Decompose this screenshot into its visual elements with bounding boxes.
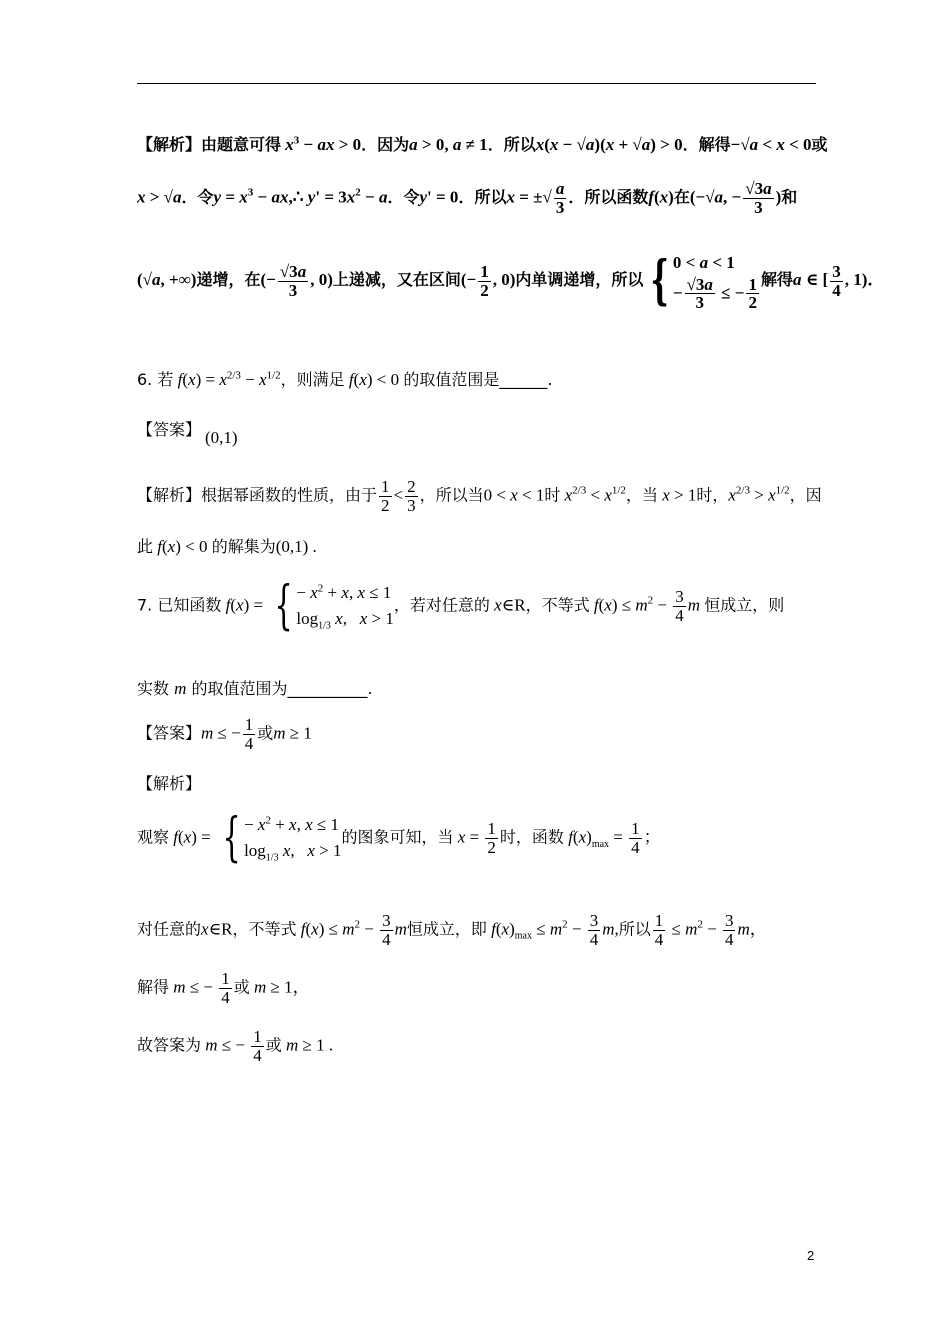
q7-answer: 【答案】m ≤ − $\frac{1}{4}$ 或m ≥ 1	[137, 715, 312, 753]
q6-analysis-line2: 此 f(x) < 0 的解集为(0,1) .	[137, 537, 317, 556]
analysis5-line2: x > √a．令$y = x^3$ − ax,∴ $y' = 3x^2 - a$．令y' = 0．所以x = ±√ $\frac{a}{3}$ ．所以函数f(x)在(−√a, − $\frac{√3a}{3}$ )和	[137, 179, 798, 217]
q7-paragraph3: 解得 m ≤ − $\frac{1}{4}$ 或 m ≥ 1，	[137, 969, 310, 1007]
q7-paragraph2: 对任意的x∈R，不等式 $f(x) \le m^2$ − $\frac{3}{4}$ m恒成立，即 $f(x)_{max} \le m^2$ − $\frac{3}{4}$ m,所以 $\frac{1}{4}$ ≤ $m^2$ − $\frac{3}{4}$ m，	[137, 911, 767, 949]
q7-observe: 观察 f(x) = { − $x^2 + x$, x ≤ 1 $\log_{1/3} x$, x > 1 的图象可知，当 x = $\frac{1}{2}$ 时，函数 $f(x)_{max}$ = $\frac{1}{4}$ ；	[137, 808, 661, 869]
page-number: 2	[807, 1248, 815, 1263]
header-rule	[137, 83, 816, 84]
q7-line2: 实数 m 的取值范围为__________.	[137, 679, 373, 698]
q7-case2: $\log_{1/3} x$, x > 1	[296, 608, 394, 631]
q7-analysis-label: 【解析】	[137, 774, 202, 793]
q7-question: 7. 已知函数 f(x) = { − $x^2 + x$, x ≤ 1 $\log_{1/3} x$, x > 1 ，若对任意的 x∈R，不等式 $f(x) \le m^2$ − $\frac{3}{4}$ m 恒成立，则	[137, 576, 785, 637]
analysis5-case1: 0 < a < 1	[672, 253, 735, 272]
q6-answer: (0,1)	[205, 428, 238, 447]
analysis5-case2: − $\frac{√3a}{3}$ ≤ − $\frac{1}{2}$	[672, 274, 757, 313]
q6-answer-label: 【答案】	[137, 420, 202, 439]
q6-question: 6. 若 $f(x) = x^{2/3} - x^{1/2}$，则满足 f(x) < 0 的取值范围是______.	[137, 369, 553, 389]
q7-paragraph4: 故答案为 m ≤ − $\frac{1}{4}$ 或 m ≥ 1 .	[137, 1027, 334, 1065]
q6-analysis-line1: 【解析】根据幂函数的性质，由于 $\frac{1}{2}$ < $\frac{2}{3}$ ，所以当0 < x < 1时 $x^{2/3} < x^{1/2}$，当 x > 1时，$x^{2/3} > x^{1/2}$，因	[137, 477, 822, 515]
q7-case1: − $x^2 + x$, x ≤ 1	[296, 582, 392, 602]
analysis5-line3: (√a, +∞)递增，在(− $\frac{√3a}{3}$ , 0)上递减，又在区间(− $\frac{1}{2}$ , 0)内单调递增，所以 { 0 < a < 1 − $\frac{√3a}{3}$ ≤ − $\frac{1}{2}$ 解得a ∈ [ $\frac{3}{4}$ , 1)．	[137, 250, 885, 313]
analysis5-line1: 【解析】由题意可得 $x^3$ − ax > 0．因为a > 0, a ≠ 1．所以x(x − √a)(x + √a) > 0．解得−√a < x < 0或	[137, 134, 828, 154]
